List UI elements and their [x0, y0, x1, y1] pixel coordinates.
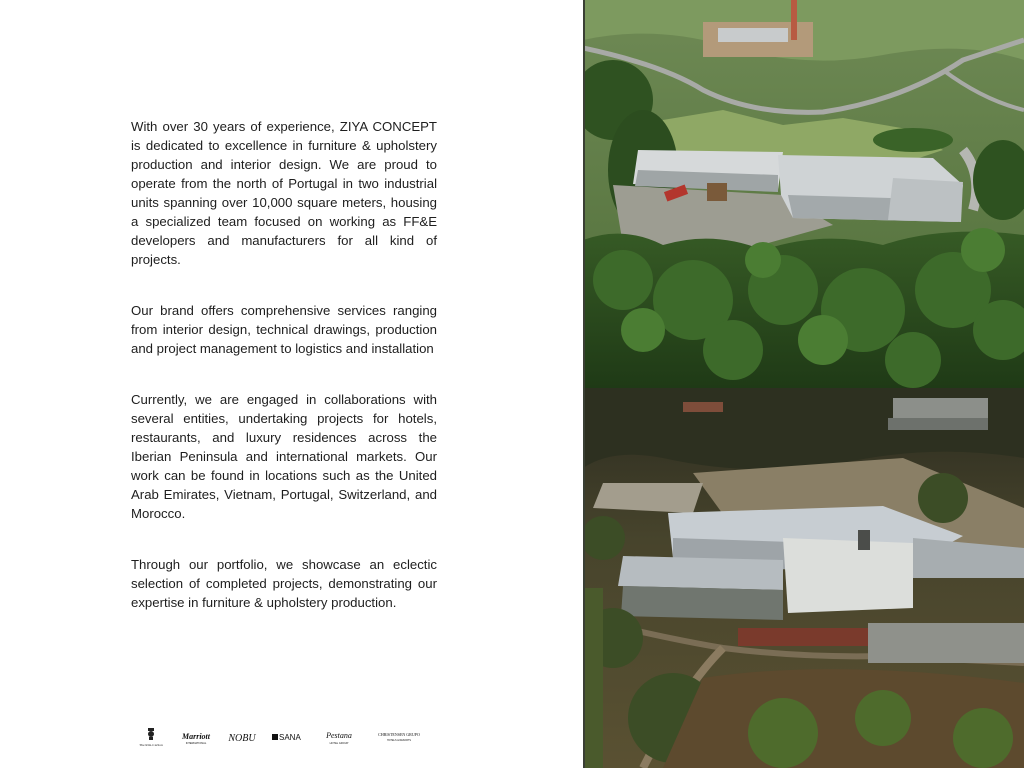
aerial-photo-factory-sunset	[583, 388, 1024, 768]
sana-logo-text: SANA	[279, 733, 301, 742]
marriott-logo	[178, 726, 214, 748]
pestana-logo-text: Pestana	[326, 731, 352, 740]
paragraph-collaborations: Currently, we are engaged in collaborations with several entities, undertaking projects for hotels, restaurants, and luxury residences across the Iberian Peninsula and international markets. Our work can be found in locations such as the United Arab Emirates, Vietnam, Portugal, Switzerland, and Morocco.	[131, 392, 437, 521]
nobu-logo-text: NOBU	[228, 733, 256, 744]
grupo-logo-subtext: HOTELS & RESORTS	[386, 739, 412, 742]
ritz-carlton-logo	[134, 726, 168, 748]
aerial-photo-factory-forest	[583, 0, 1024, 388]
photo-column	[583, 0, 1024, 768]
photo-left-edge	[583, 0, 585, 768]
partner-logos	[134, 726, 434, 750]
nobu-logo	[222, 726, 262, 748]
marriott-logo-subtext: INTERNATIONAL	[185, 742, 207, 745]
sana-logo	[271, 726, 305, 748]
about-text-column	[131, 117, 437, 612]
hotel-group-logo	[372, 726, 426, 748]
paragraph-intro: With over 30 years of experience, ZIYA CONCEPT is dedicated to excellence in furniture & upholstery production and interior design. We are proud to operate from the north of Portugal in two industrial units spanning over 10,000 square meters, housing a specialized team focused on working as FF&E developers and manufacturers for all kind of projects.	[131, 119, 437, 267]
grupo-logo-text: CHRISTENSEN GRUPO	[378, 732, 420, 737]
pestana-logo	[316, 726, 362, 748]
marriott-logo-text: Marriott	[181, 732, 211, 741]
ritz-logo-text: The Ritz-Carlton	[139, 743, 163, 747]
pestana-logo-subtext: HOTEL GROUP	[329, 742, 349, 745]
paragraph-portfolio: Through our portfolio, we showcase an eclectic selection of completed projects, demonstrating our expertise in furniture & upholstery production.	[131, 557, 437, 610]
paragraph-services: Our brand offers comprehensive services ranging from interior design, technical drawings, production and project management to logistics and installation	[131, 303, 437, 356]
